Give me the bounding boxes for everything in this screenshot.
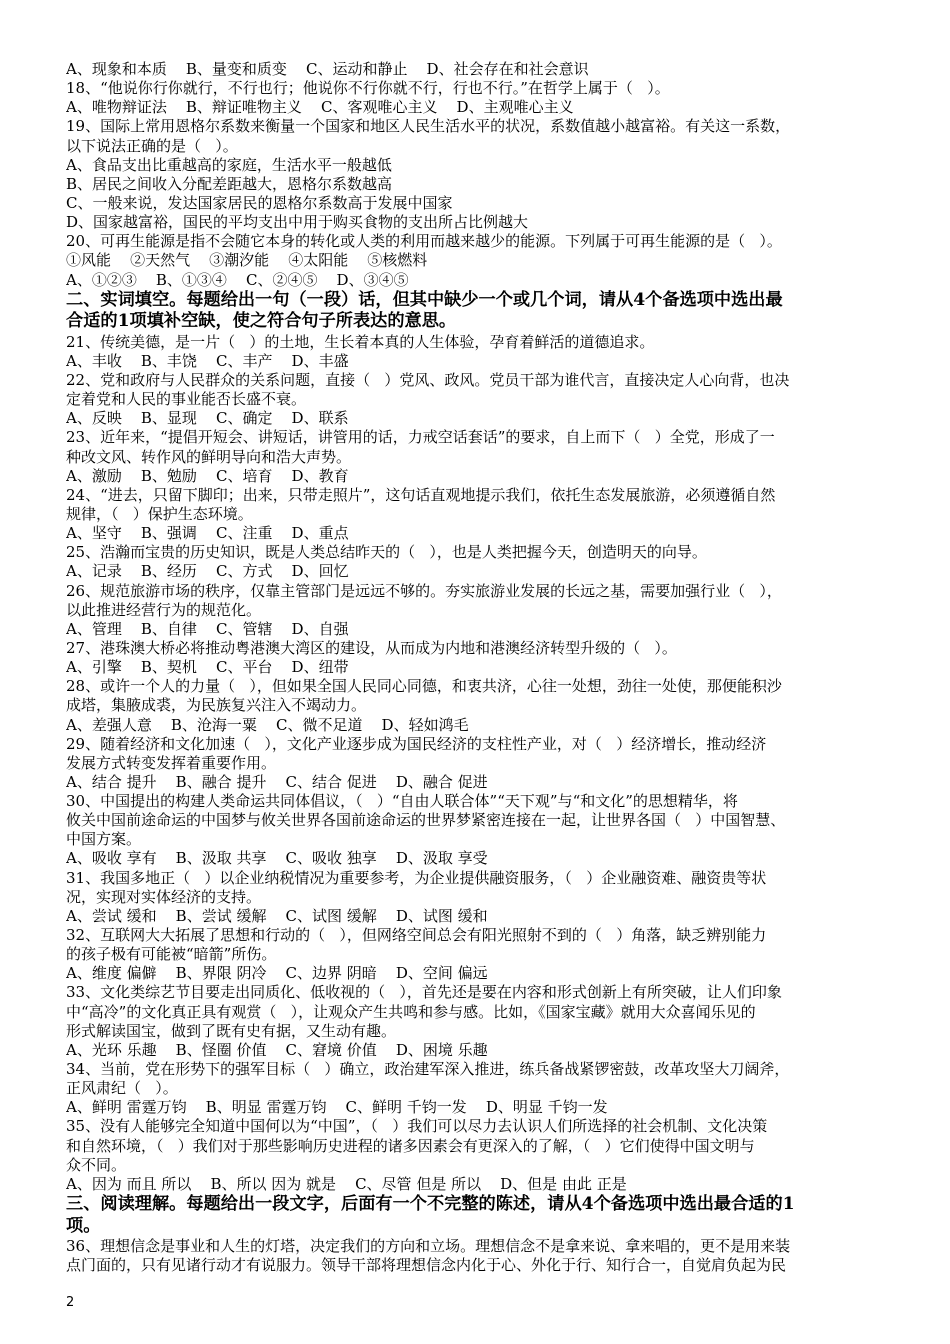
text-line: A、因为 而且 所以 B、所以 因为 就是 C、尽管 但是 所以 D、但是 由此 正是 <box>66 1174 627 1193</box>
text-line: 23、近年来，“提倡开短会、讲短话，讲管用的话，力戒空话套话”的要求，自上而下（ ）全党，形成了一 <box>66 428 775 447</box>
text-line: A、①②③ B、①③④ C、②④⑤ D、③④⑤ <box>66 270 409 289</box>
document-body <box>66 60 896 1275</box>
text-line: A、维度 偏僻 B、界限 阴冷 C、边界 阴暗 D、空间 偏远 <box>66 964 488 983</box>
text-line: A、吸收 享有 B、汲取 共享 C、吸收 独享 D、汲取 享受 <box>66 849 488 868</box>
text-line: 36、理想信念是事业和人生的灯塔，决定我们的方向和立场。理想信念不是拿来说、拿来唱的，更不是用来装 <box>66 1237 791 1256</box>
text-line: C、一般来说，发达国家居民的恩格尔系数高于发展中国家 <box>66 193 453 212</box>
text-line: 31、我国多地正（ ）以企业纳税情况为重要参考，为企业提供融资服务，（ ）企业融资难、融资贵等状 <box>66 868 767 887</box>
text-line: B、居民之间收入分配差距越大，恩格尔系数越高 <box>66 174 393 193</box>
text-line: A、光环 乐趣 B、怪圈 价值 C、窘境 价值 D、困境 乐趣 <box>66 1040 488 1059</box>
section-heading-line: 合适的1项填补空缺，使之符合句子所表达的意思。 <box>66 311 457 332</box>
text-line: 和自然环境，（ ）我们对于那些影响历史进程的诸多因素会有更深入的了解，（ ）它们使得中国文明与 <box>66 1136 755 1155</box>
text-line: A、坚守 B、强调 C、注重 D、重点 <box>66 524 349 543</box>
text-line: 众不同。 <box>66 1155 127 1174</box>
page-number: 2 <box>66 1295 75 1310</box>
text-line: 22、党和政府与人民群众的关系问题，直接（ ）党风、政风。党员干部为谁代言，直接决定人心向背，也决 <box>66 370 790 389</box>
text-line: 29、随着经济和文化加速（ ），文化产业逐步成为国民经济的支柱性产业，对（ ）经济增长，推动经济 <box>66 734 767 753</box>
text-line: 25、浩瀚而宝贵的历史知识，既是人类总结昨天的（ ），也是人类把握今天，创造明天的向导。 <box>66 543 707 562</box>
text-line: A、唯物辩证法 B、辩证唯物主义 C、客观唯心主义 D、主观唯心主义 <box>66 98 574 117</box>
text-line: 28、或许一个人的力量（ ），但如果全国人民同心同德，和衷共济，心往一处想，劲往一处使，那便能积沙 <box>66 677 782 696</box>
text-line: 32、互联网大大拓展了思想和行动的（ ），但网络空间总会有阳光照射不到的（ ）角落，缺乏辨别能力 <box>66 926 767 945</box>
text-line: 27、港珠澳大桥必将推动粤港澳大湾区的建设，从而成为内地和港澳经济转型升级的（ ）。 <box>66 638 677 657</box>
text-line: 正风肃纪（ ）。 <box>66 1079 178 1098</box>
text-line: A、尝试 缓和 B、尝试 缓解 C、试图 缓解 D、试图 缓和 <box>66 906 488 925</box>
text-line: 形式解读国宝，做到了既有史有据，又生动有趣。 <box>66 1021 397 1040</box>
text-line: A、反映 B、显现 C、确定 D、联系 <box>66 409 349 428</box>
text-line: 以下说法正确的是（ ）。 <box>66 136 238 155</box>
text-line: A、激励 B、勉励 C、培育 D、教育 <box>66 466 349 485</box>
text-line: A、引擎 B、契机 C、平台 D、纽带 <box>66 658 349 677</box>
text-line: A、结合 提升 B、融合 提升 C、结合 促进 D、融合 促进 <box>66 772 488 791</box>
text-line: A、管理 B、自律 C、管辖 D、自强 <box>66 619 349 638</box>
text-line: 34、当前，党在形势下的强军目标（ ）确立，政治建军深入推进，练兵备战紧锣密鼓，改革攻坚大刀阔斧， <box>66 1060 790 1079</box>
text-line: ①风能 ②天然气 ③潮汐能 ④太阳能 ⑤核燃料 <box>66 251 428 270</box>
text-line: 种改文风、转作风的鲜明导向和浩大声势。 <box>66 447 352 466</box>
text-line: 发展方式转变发挥着重要作用。 <box>66 753 277 772</box>
text-line: 中国方案。 <box>66 830 142 849</box>
text-line: 定着党和人民的事业能否长盛不衰。 <box>66 390 307 409</box>
text-line: 24、“进去，只留下脚印；出来，只带走照片”，这句话直观地提示我们，依托生态发展旅游，必须遵循自然 <box>66 485 776 504</box>
text-line: A、丰收 B、丰饶 C、丰产 D、丰盛 <box>66 351 349 370</box>
text-line: A、食品支出比重越高的家庭，生活水平一般越低 <box>66 155 392 174</box>
text-line: D、国家越富裕，国民的平均支出中用于购买食物的支出所占比例越大 <box>66 213 529 232</box>
text-line: 点门面的，只有见诸行动才有说服力。领导干部将理想信念内化于心、外化于行、知行合一，自觉肩负起为民 <box>66 1256 787 1275</box>
text-line: 以此推进经营行为的规范化。 <box>66 600 262 619</box>
text-line: 35、没有人能够完全知道中国何以为“中国”，（ ）我们可以尽力去认识人们所选择的社会机制、文化决策 <box>66 1117 768 1136</box>
text-line: A、记录 B、经历 C、方式 D、回忆 <box>66 562 349 581</box>
text-line: 21、传统美德，是一片（ ）的土地，生长着本真的人生体验，孕育着鲜活的道德追求。 <box>66 332 655 351</box>
text-line: 19、国际上常用恩格尔系数来衡量一个国家和地区人民生活水平的状况，系数值越小越富裕。有关这一系数， <box>66 117 791 136</box>
section-heading-line: 项。 <box>66 1215 101 1236</box>
text-line: A、差强人意 B、沧海一粟 C、微不足道 D、轻如鸿毛 <box>66 715 469 734</box>
text-line: 中“高冷”的文化真正具有观赏（ ），让观众产生共鸣和参与感。比如，《国家宝藏》就用大众喜闻乐见的 <box>66 1002 756 1021</box>
section-heading-line: 二、实词填空。每题给出一句（一段）话，但其中缺少一个或几个词，请从4个备选项中选出最 <box>66 289 783 310</box>
text-line: 攸关中国前途命运的中国梦与攸关世界各国前途命运的世界梦紧密连接在一起，让世界各国（ ）中国智慧、 <box>66 811 786 830</box>
text-line: 的孩子极有可能被“暗箭”所伤。 <box>66 945 277 964</box>
text-line: 33、文化类综艺节目要走出同质化、低收视的（ ），首先还是要在内容和形式创新上有所突破，让人们印象 <box>66 983 782 1002</box>
text-line: 规律，（ ）保护生态环境。 <box>66 504 253 523</box>
text-line: 18、“他说你行你就行，不行也行；他说你不行你就不行，行也不行。”在哲学上属于（ ）。 <box>66 79 670 98</box>
text-line: 况，实现对实体经济的支持。 <box>66 887 262 906</box>
text-line: 30、中国提出的构建人类命运共同体倡议，（ ）“自由人联合体”“天下观”与“和文化”的思想精华，将 <box>66 792 738 811</box>
text-line: 20、可再生能源是指不会随它本身的转化或人类的利用而越来越少的能源。下列属于可再生能源的是（ ）。 <box>66 232 782 251</box>
text-line: A、鲜明 雷霆万钧 B、明显 雷霆万钧 C、鲜明 千钧一发 D、明显 千钧一发 <box>66 1098 608 1117</box>
text-line: A、现象和本质 B、量变和质变 C、运动和静止 D、社会存在和社会意识 <box>66 60 589 78</box>
section-heading-line: 三、阅读理解。每题给出一段文字，后面有一个不完整的陈述，请从4个备选项中选出最合适的1 <box>66 1194 795 1215</box>
text-line: 成塔，集腋成裘，为民族复兴注入不竭动力。 <box>66 696 367 715</box>
text-line: 26、规范旅游市场的秩序，仅靠主管部门是远远不够的。夯实旅游业发展的长远之基，需要加强行业（ ）， <box>66 581 782 600</box>
